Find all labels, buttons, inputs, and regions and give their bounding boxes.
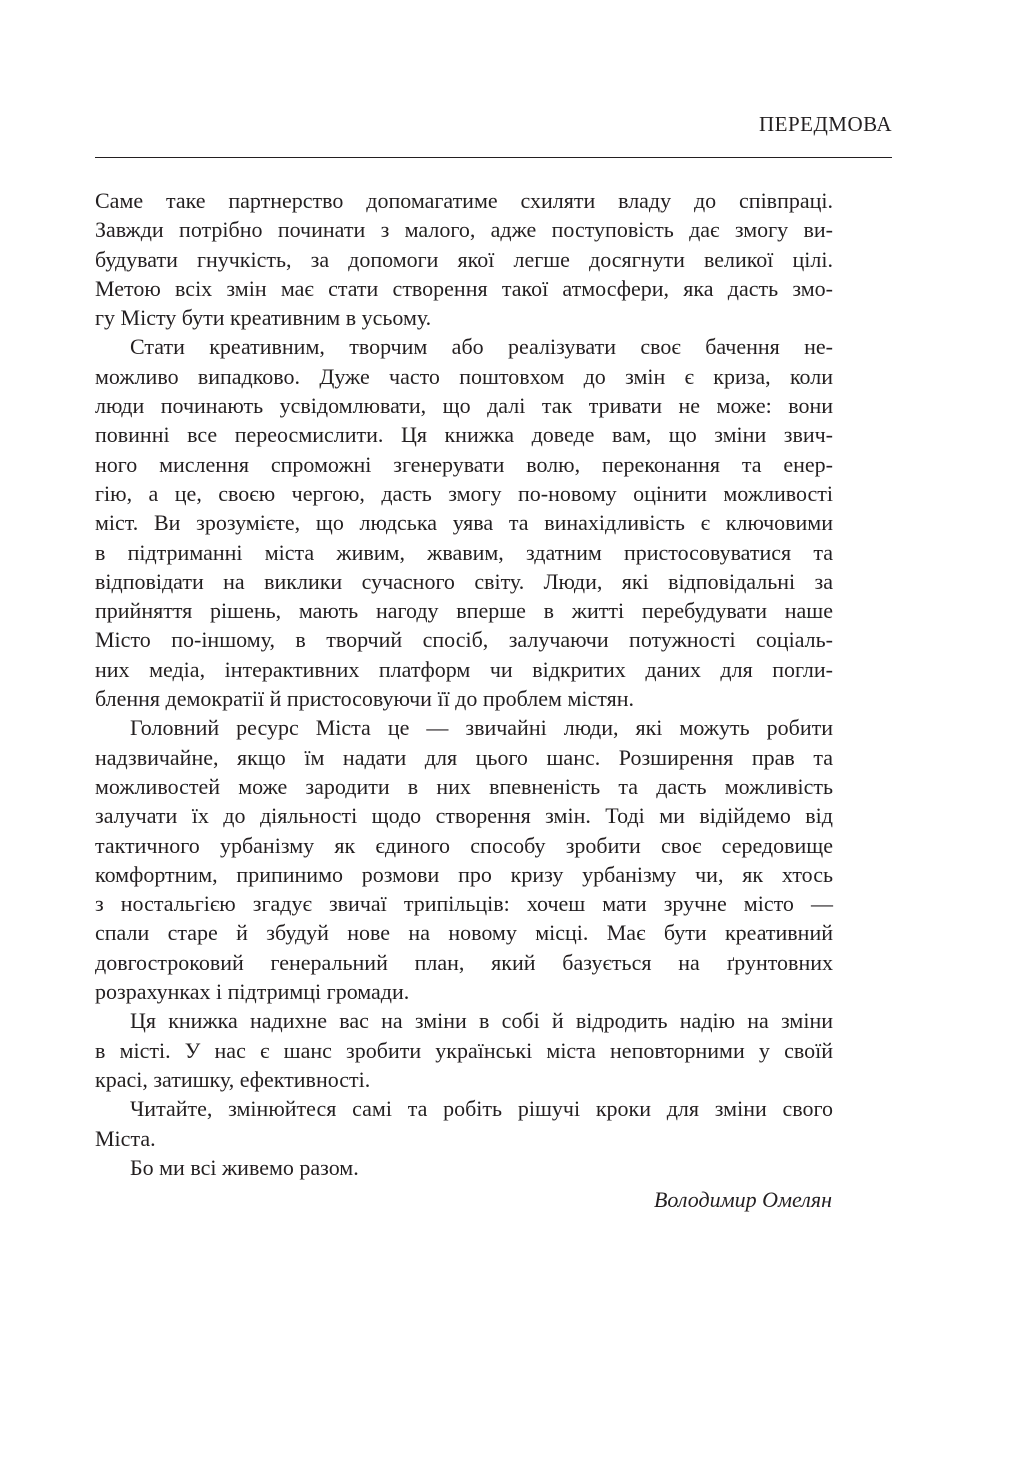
paragraph-3-line: надзвичайне, якщо їм надати для цього шанс. Розширення прав та (95, 744, 833, 770)
paragraph-2-line: міст. Ви зрозумієте, що людська уява та винахідливість є ключовими (95, 510, 833, 536)
paragraph-1-line: будувати гнучкість, за допомоги якої легше досягнути великої цілі. (95, 246, 833, 272)
paragraph-2-line: блення демократії й пристосовуючи її до проблем містян. (95, 686, 634, 712)
author-signature: Володимир Омелян (653, 1187, 832, 1212)
paragraph-3-line: довгостроковий генеральний план, який базується на ґрунтовних (95, 949, 833, 975)
paragraph-4-line: Ця книжка надихне вас на зміни в собі й відродить надію на зміни (130, 1008, 833, 1034)
paragraph-3-line: комфортним, припинимо розмови про кризу урбанізму чи, як хтось (95, 861, 833, 887)
paragraph-1-line: Метою всіх змін має стати створення такої атмосфери, яка дасть змо- (95, 275, 833, 301)
paragraph-2-line: відповідати на виклики сучасного світу. Люди, які відповідальні за (95, 568, 833, 594)
paragraph-2-line: люди починають усвідомлювати, що далі так тривати не може: вони (95, 393, 833, 419)
paragraph-5-line: Читайте, змінюйтеся самі та робіть рішучі кроки для зміни свого (130, 1096, 833, 1122)
paragraph-5-line: Міста. (95, 1125, 156, 1151)
paragraph-2-line: гію, а це, своєю чергою, дасть змогу по-новому оцінити можливості (95, 480, 833, 506)
paragraph-3-line: залучати їх до діяльності щодо створення змін. Тоді ми відійдемо від (95, 803, 833, 829)
paragraph-2-line: можливо випадково. Дуже часто поштовхом до змін є криза, коли (95, 363, 833, 389)
paragraph-2-line: Місто по-іншому, в творчий спосіб, залучаючи потужності соціаль- (95, 627, 833, 653)
paragraph-3-line: спали старе й збудуй нове на новому місці. Має бути креативний (95, 920, 833, 946)
paragraph-2-line: Стати креативним, творчим або реалізувати своє бачення не- (130, 334, 833, 360)
paragraph-1-line: Саме таке партнерство допомагатиме схиляти владу до співпраці. (95, 188, 833, 213)
paragraph-3-line: Головний ресурс Міста це — звичайні люди, які можуть робити (130, 715, 833, 741)
paragraph-2-line: ного мислення спроможні згенерувати волю, переконання та енер- (95, 451, 833, 477)
paragraph-6-line: Бо ми всі живемо разом. (130, 1154, 359, 1180)
paragraph-1-line: Завжди потрібно починати з малого, адже поступовість дає змогу ви- (95, 217, 833, 243)
paragraph-3-line: можливостей може зародити в них впевненість та дасть можливість (95, 773, 833, 799)
paragraph-3-line: тактичного урбанізму як єдиного способу зробити своє середовище (95, 832, 833, 858)
preface-body (95, 186, 833, 1182)
running-header (95, 104, 892, 158)
paragraph-4-line: красі, затишку, ефективності. (95, 1066, 371, 1092)
paragraph-3-line: розрахунках і підтримці громади. (95, 979, 410, 1005)
paragraph-2-line: повинні все переосмислити. Ця книжка доведе вам, що зміни звич- (95, 422, 833, 448)
paragraph-2-line: прийняття рішень, мають нагоду вперше в житті перебудувати наше (95, 598, 833, 624)
paragraph-2-line: них медіа, інтерактивних платформ чи відкритих даних для погли- (95, 656, 833, 682)
paragraph-3-line: з ностальгією згадує звичаї трипільців: хочеш мати зручне місто — (95, 891, 833, 917)
paragraph-2-line: в підтриманні міста живим, жвавим, здатним пристосовуватися та (95, 539, 833, 565)
running-title: ПЕРЕДМОВА (758, 112, 892, 136)
paragraph-4-line: в місті. У нас є шанс зробити українські міста неповторними у своїй (95, 1037, 833, 1063)
paragraph-1-line: гу Місту бути креативним в усьому. (95, 305, 432, 331)
